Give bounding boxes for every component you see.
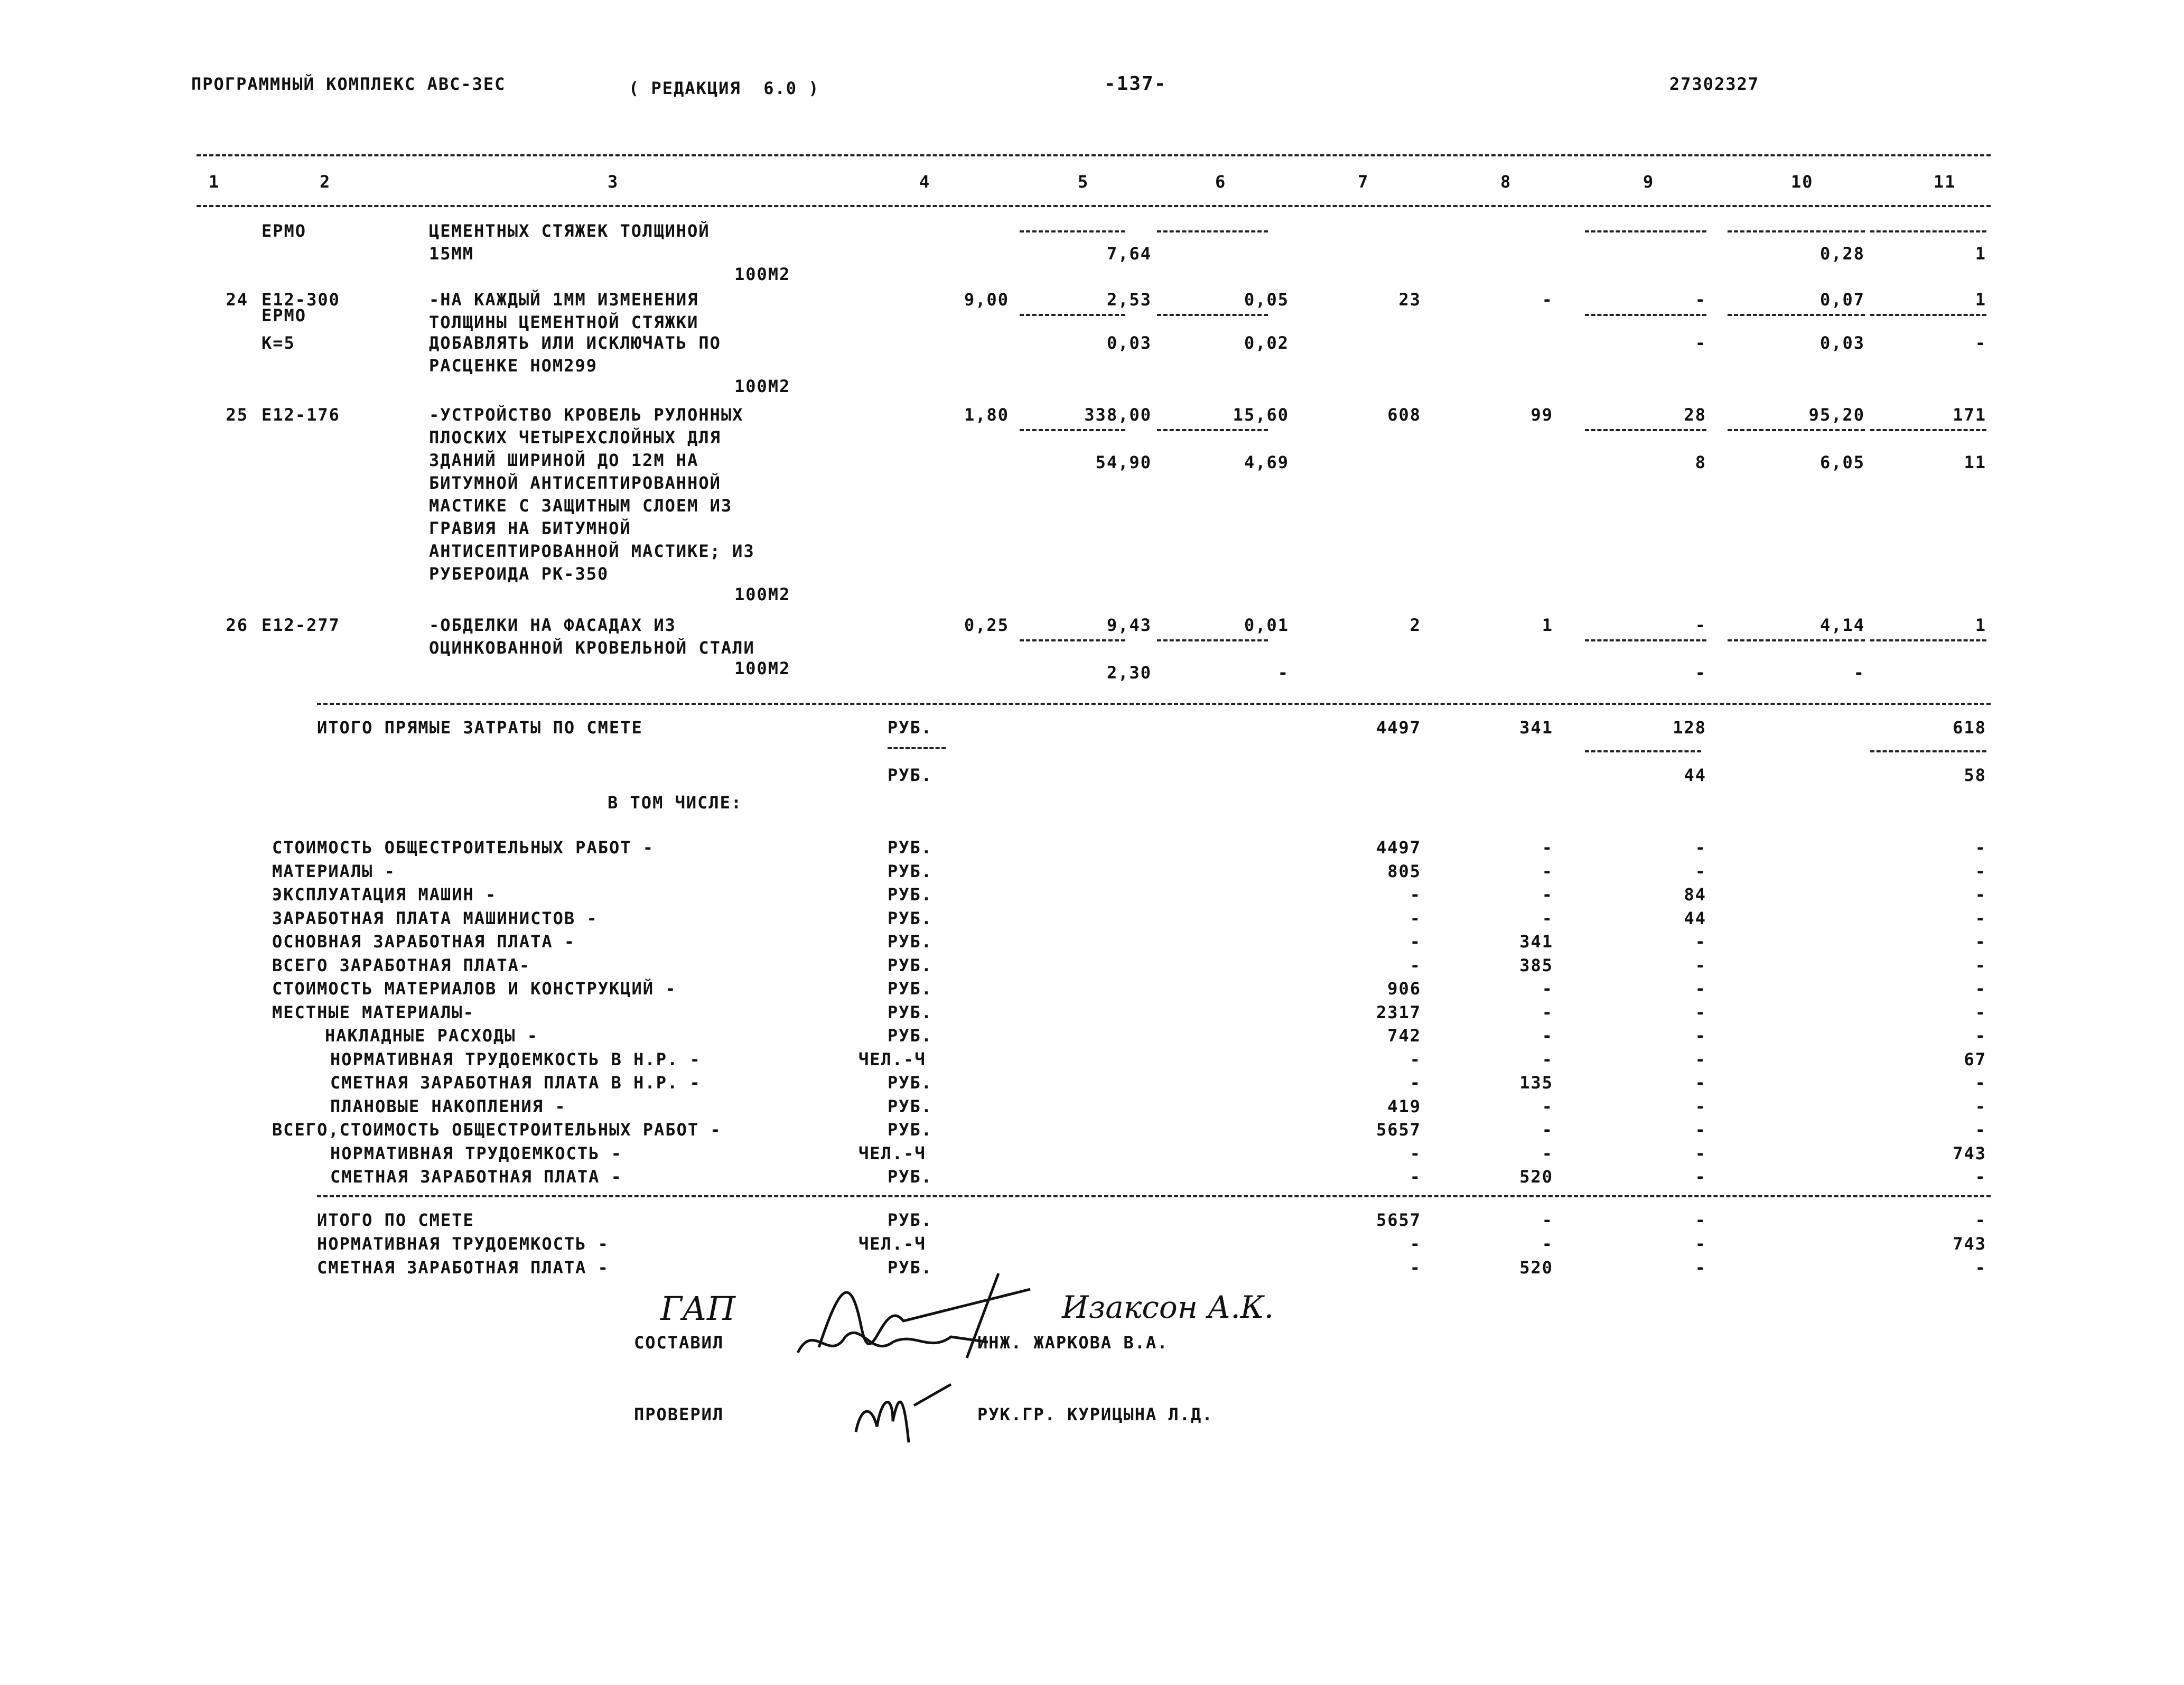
divider: [1585, 639, 1706, 641]
row-number: 26: [226, 615, 248, 635]
row-description: ПЛОСКИХ ЧЕТЫРЕХСЛОЙНЫХ ДЛЯ: [429, 427, 721, 448]
row-c6: 0,05: [1244, 290, 1289, 310]
breakdown-col11: -: [1975, 861, 1986, 881]
row-c4: 9,00: [964, 290, 1009, 310]
direct-costs-col8: 341: [1519, 718, 1553, 738]
divider: [1728, 429, 1865, 431]
row-description: ЦЕМЕНТНЫХ СТЯЖЕК ТОЛЩИНОЙ: [429, 221, 710, 241]
breakdown-label: НОРМАТИВНАЯ ТРУДОЕМКОСТЬ -: [330, 1143, 622, 1163]
row-c11-second: 11: [1964, 452, 1986, 472]
breakdown-label: ВСЕГО ЗАРАБОТНАЯ ПЛАТА-: [272, 955, 531, 975]
row-c6-second: -: [1277, 663, 1289, 683]
breakdown-col11: 743: [1953, 1143, 1986, 1163]
breakdown-unit: РУБ.: [888, 955, 933, 975]
column-header-8: 8: [1500, 172, 1512, 192]
divider: [1728, 314, 1865, 316]
breakdown-label: ЗАРАБОТНАЯ ПЛАТА МАШИНИСТОВ -: [272, 908, 598, 928]
breakdown-col9: -: [1695, 1002, 1706, 1022]
row-code: Е12-300: [262, 290, 340, 310]
row-number: 24: [226, 290, 248, 310]
divider: [1020, 429, 1125, 431]
row-c11: 1: [1975, 615, 1986, 635]
breakdown-col7: -: [1410, 955, 1421, 975]
breakdown-unit: РУБ.: [888, 1026, 933, 1046]
breakdown-col7: 419: [1387, 1096, 1421, 1116]
breakdown-unit: РУБ.: [888, 908, 933, 928]
divider: [1585, 314, 1706, 316]
breakdown-col8: 520: [1519, 1167, 1553, 1187]
final-col9: -: [1695, 1234, 1706, 1254]
breakdown-col9: -: [1695, 1143, 1706, 1163]
breakdown-col8: -: [1542, 885, 1553, 905]
divider: [1585, 230, 1706, 232]
divider: [1020, 314, 1125, 316]
breakdown-label: ЭКСПЛУАТАЦИЯ МАШИН -: [272, 885, 497, 905]
breakdown-col9: 44: [1684, 908, 1706, 928]
row-c11-second: -: [1975, 333, 1986, 353]
breakdown-unit: РУБ.: [888, 1120, 933, 1140]
direct-costs-col7: 4497: [1376, 718, 1421, 738]
breakdown-col9: -: [1695, 861, 1706, 881]
breakdown-label: СТОИМОСТЬ ОБЩЕСТРОИТЕЛЬНЫХ РАБОТ -: [272, 837, 655, 858]
final-unit: РУБ.: [888, 1258, 933, 1278]
gap-label: ГАП: [660, 1289, 736, 1328]
breakdown-col7: 2317: [1376, 1002, 1421, 1022]
divider: [1157, 314, 1268, 316]
breakdown-col8: 385: [1519, 955, 1553, 975]
final-col7: -: [1410, 1234, 1421, 1254]
row-c5: 9,43: [1106, 615, 1152, 635]
row-c6-second: 0,02: [1244, 333, 1289, 353]
breakdown-unit: РУБ.: [888, 861, 933, 881]
divider: [1728, 639, 1865, 641]
breakdown-col7: -: [1410, 885, 1421, 905]
divider: [1870, 429, 1986, 431]
breakdown-col8: -: [1542, 837, 1553, 858]
breakdown-col9: -: [1695, 837, 1706, 858]
divider: [1870, 230, 1986, 232]
row-unit: 100М2: [734, 658, 791, 678]
column-header-9: 9: [1643, 172, 1655, 192]
row-description: МАСТИКЕ С ЗАЩИТНЫМ СЛОЕМ ИЗ: [429, 496, 733, 516]
program-title: ПРОГРАММНЫЙ КОМПЛЕКС АВС-3ЕС: [191, 74, 506, 94]
final-label: СМЕТНАЯ ЗАРАБОТНАЯ ПЛАТА -: [317, 1258, 609, 1278]
row-code: К=5: [262, 333, 295, 353]
row-description: БИТУМНОЙ АНТИСЕПТИРОВАННОЙ: [429, 473, 721, 493]
breakdown-col9: -: [1695, 932, 1706, 952]
breakdown-label: ОСНОВНАЯ ЗАРАБОТНАЯ ПЛАТА -: [272, 932, 576, 952]
including-label: В ТОМ ЧИСЛЕ:: [608, 793, 743, 813]
checked-label: ПРОВЕРИЛ: [634, 1404, 724, 1425]
breakdown-unit: ЧЕЛ.-Ч: [858, 1049, 926, 1069]
breakdown-unit: РУБ.: [888, 885, 933, 905]
breakdown-col8: -: [1542, 1049, 1553, 1069]
breakdown-col7: -: [1410, 1143, 1421, 1163]
breakdown-unit: РУБ.: [888, 1002, 933, 1022]
final-col7: 5657: [1376, 1210, 1421, 1230]
final-rule: [317, 1195, 1991, 1197]
row-unit: 100М2: [734, 376, 791, 396]
row-number: 25: [226, 405, 248, 425]
row-description: АНТИСЕПТИРОВАННОЙ МАСТИКЕ; ИЗ: [429, 541, 755, 561]
row-c8: 1: [1542, 615, 1553, 635]
row-c9: -: [1695, 615, 1706, 635]
col9-underline: [1585, 750, 1701, 752]
breakdown-col8: 341: [1519, 932, 1553, 952]
column-header-6: 6: [1215, 172, 1227, 192]
breakdown-col8: -: [1542, 908, 1553, 928]
breakdown-unit: РУБ.: [888, 837, 933, 858]
divider: [1585, 429, 1706, 431]
breakdown-col8: -: [1542, 979, 1553, 999]
breakdown-col8: -: [1542, 1096, 1553, 1116]
breakdown-col11: -: [1975, 1002, 1986, 1022]
breakdown-col11: -: [1975, 1096, 1986, 1116]
row-c8: 99: [1530, 405, 1553, 425]
breakdown-col11: -: [1975, 1026, 1986, 1046]
breakdown-col8: -: [1542, 1026, 1553, 1046]
row-c5: 7,64: [1106, 244, 1152, 264]
divider: [1728, 230, 1865, 232]
breakdown-unit: РУБ.: [888, 1073, 933, 1093]
breakdown-label: ВСЕГО,СТОИМОСТЬ ОБЩЕСТРОИТЕЛЬНЫХ РАБОТ -: [272, 1120, 722, 1140]
breakdown-label: СМЕТНАЯ ЗАРАБОТНАЯ ПЛАТА -: [330, 1167, 622, 1187]
row-description: РАСЦЕНКЕ НОМ299: [429, 356, 598, 376]
divider: [1020, 230, 1125, 232]
final-col9: -: [1695, 1258, 1706, 1278]
row-c11: 1: [1975, 244, 1986, 264]
direct-costs-label: ИТОГО ПРЯМЫЕ ЗАТРАТЫ ПО СМЕТЕ: [317, 718, 643, 738]
breakdown-col11: -: [1975, 885, 1986, 905]
final-col11: 743: [1953, 1234, 1986, 1254]
breakdown-col11: -: [1975, 837, 1986, 858]
final-col9: -: [1695, 1210, 1706, 1230]
row-description: 15ММ: [429, 244, 474, 264]
row-description: ОЦИНКОВАННОЙ КРОВЕЛЬНОЙ СТАЛИ: [429, 638, 755, 658]
final-col11: -: [1975, 1210, 1986, 1230]
unit-underline: [888, 747, 946, 749]
breakdown-col11: -: [1975, 979, 1986, 999]
composed-label: СОСТАВИЛ: [634, 1333, 724, 1353]
breakdown-col9: -: [1695, 1120, 1706, 1140]
row-description: -УСТРОЙСТВО КРОВЕЛЬ РУЛОННЫХ: [429, 405, 744, 425]
row-unit: 100М2: [734, 584, 791, 604]
breakdown-col8: -: [1542, 1143, 1553, 1163]
divider: [1157, 639, 1268, 641]
breakdown-label: СМЕТНАЯ ЗАРАБОТНАЯ ПЛАТА В Н.Р. -: [330, 1073, 701, 1093]
row-c9: -: [1695, 290, 1706, 310]
direct-costs-col11: 618: [1953, 718, 1986, 738]
final-label: ИТОГО ПО СМЕТЕ: [317, 1210, 474, 1230]
final-col7: -: [1410, 1258, 1421, 1278]
edition-label: ( РЕДАКЦИЯ 6.0 ): [629, 78, 820, 98]
row-c10-second: -: [1853, 663, 1865, 683]
breakdown-label: МАТЕРИАЛЫ -: [272, 861, 396, 881]
row-c4: 1,80: [964, 405, 1009, 425]
divider: [1020, 639, 1125, 641]
row-description: ДОБАВЛЯТЬ ИЛИ ИСКЛЮЧАТЬ ПО: [429, 333, 721, 353]
direct-costs-unit: РУБ.: [888, 718, 933, 738]
breakdown-col9: -: [1695, 1167, 1706, 1187]
row-code: Е12-176: [262, 405, 340, 425]
row-code-sub: ЕРМО: [262, 305, 307, 325]
row-c9-second: 8: [1695, 452, 1706, 472]
row-c5-second: 54,90: [1095, 452, 1152, 472]
column-header-1: 1: [209, 172, 220, 192]
row-c5: 338,00: [1084, 405, 1152, 425]
checked-signature: [845, 1374, 967, 1448]
document-number: 27302327: [1669, 74, 1760, 94]
breakdown-col9: -: [1695, 1096, 1706, 1116]
divider: [1870, 314, 1986, 316]
direct-costs-col9-b: 44: [1684, 765, 1706, 785]
header-rule-top: [197, 154, 1991, 156]
divider: [1157, 230, 1268, 232]
row-c9: 28: [1684, 405, 1706, 425]
row-c5-second: 0,03: [1106, 333, 1152, 353]
row-c4: 0,25: [964, 615, 1009, 635]
row-c10: 4,14: [1819, 615, 1865, 635]
column-header-2: 2: [320, 172, 331, 192]
row-c5-second: 2,30: [1106, 663, 1152, 683]
direct-costs-col9: 128: [1673, 718, 1706, 738]
row-description: ТОЛЩИНЫ ЦЕМЕНТНОЙ СТЯЖКИ: [429, 312, 699, 332]
row-c10: 0,28: [1819, 244, 1865, 264]
composed-name: ИНЖ. ЖАРКОВА В.А.: [977, 1333, 1169, 1353]
breakdown-col9: -: [1695, 1049, 1706, 1069]
row-code: ЕРМО: [262, 221, 307, 241]
breakdown-label: ПЛАНОВЫЕ НАКОПЛЕНИЯ -: [330, 1096, 566, 1116]
row-c7: 23: [1398, 290, 1421, 310]
breakdown-col7: 5657: [1376, 1120, 1421, 1140]
breakdown-col7: -: [1410, 908, 1421, 928]
direct-costs-unit-2: РУБ.: [888, 765, 933, 785]
row-description: РУБЕРОИДА РК-350: [429, 564, 609, 584]
breakdown-col7: 906: [1387, 979, 1421, 999]
col11-underline: [1870, 750, 1986, 752]
breakdown-col8: -: [1542, 861, 1553, 881]
breakdown-col9: -: [1695, 1073, 1706, 1093]
row-c7: 2: [1410, 615, 1421, 635]
direct-costs-col11-b: 58: [1964, 765, 1986, 785]
page-number: -137-: [1104, 73, 1167, 95]
breakdown-col11: -: [1975, 932, 1986, 952]
row-c7: 608: [1387, 405, 1421, 425]
breakdown-col8: -: [1542, 1002, 1553, 1022]
final-col8: -: [1542, 1210, 1553, 1230]
breakdown-unit: РУБ.: [888, 1167, 933, 1187]
breakdown-col8: -: [1542, 1120, 1553, 1140]
final-col11: -: [1975, 1258, 1986, 1278]
breakdown-col9: -: [1695, 955, 1706, 975]
final-col8: 520: [1519, 1258, 1553, 1278]
row-description: -НА КАЖДЫЙ 1ММ ИЗМЕНЕНИЯ: [429, 290, 699, 310]
breakdown-col8: 135: [1519, 1073, 1553, 1093]
breakdown-col9: -: [1695, 1026, 1706, 1046]
breakdown-col7: -: [1410, 1049, 1421, 1069]
breakdown-col7: -: [1410, 1073, 1421, 1093]
breakdown-col7: 742: [1387, 1026, 1421, 1046]
row-c8: -: [1542, 290, 1553, 310]
breakdown-unit: ЧЕЛ.-Ч: [858, 1143, 926, 1163]
row-code: Е12-277: [262, 615, 340, 635]
column-header-7: 7: [1358, 172, 1369, 192]
row-description: -ОБДЕЛКИ НА ФАСАДАХ ИЗ: [429, 615, 676, 635]
row-c5: 2,53: [1106, 290, 1152, 310]
breakdown-col11: 67: [1964, 1049, 1986, 1069]
final-unit: РУБ.: [888, 1210, 933, 1230]
row-unit: 100М2: [734, 264, 791, 284]
breakdown-col7: 805: [1387, 861, 1421, 881]
column-header-10: 10: [1791, 172, 1814, 192]
breakdown-col7: -: [1410, 1167, 1421, 1187]
breakdown-col9: -: [1695, 979, 1706, 999]
breakdown-label: НОРМАТИВНАЯ ТРУДОЕМКОСТЬ В Н.Р. -: [330, 1049, 701, 1069]
breakdown-col9: 84: [1684, 885, 1706, 905]
row-c10: 95,20: [1808, 405, 1865, 425]
breakdown-col7: -: [1410, 932, 1421, 952]
breakdown-col11: -: [1975, 1167, 1986, 1187]
final-unit: ЧЕЛ.-Ч: [858, 1234, 926, 1254]
divider: [1157, 429, 1268, 431]
column-header-4: 4: [919, 172, 931, 192]
row-c11: 171: [1953, 405, 1986, 425]
column-header-11: 11: [1934, 172, 1956, 192]
breakdown-unit: РУБ.: [888, 979, 933, 999]
breakdown-col11: -: [1975, 955, 1986, 975]
gap-name: Изаксон А.К.: [1062, 1289, 1274, 1325]
breakdown-col11: -: [1975, 1120, 1986, 1140]
breakdown-label: МЕСТНЫЕ МАТЕРИАЛЫ-: [272, 1002, 474, 1022]
row-c9-second: -: [1695, 333, 1706, 353]
breakdown-col11: -: [1975, 908, 1986, 928]
breakdown-unit: РУБ.: [888, 1096, 933, 1116]
row-description: ЗДАНИЙ ШИРИНОЙ ДО 12М НА: [429, 450, 699, 470]
divider: [1870, 639, 1986, 641]
composed-signature: [792, 1310, 993, 1374]
final-col8: -: [1542, 1234, 1553, 1254]
row-c11: 1: [1975, 290, 1986, 310]
row-c10-second: 6,05: [1819, 452, 1865, 472]
breakdown-col11: -: [1975, 1073, 1986, 1093]
row-description: ГРАВИЯ НА БИТУМНОЙ: [429, 518, 631, 538]
row-c10-second: 0,03: [1819, 333, 1865, 353]
row-c6: 15,60: [1233, 405, 1289, 425]
final-label: НОРМАТИВНАЯ ТРУДОЕМКОСТЬ -: [317, 1234, 609, 1254]
breakdown-unit: РУБ.: [888, 932, 933, 952]
column-header-3: 3: [608, 172, 619, 192]
row-c6-second: 4,69: [1244, 452, 1289, 472]
column-header-5: 5: [1078, 172, 1089, 192]
breakdown-label: СТОИМОСТЬ МАТЕРИАЛОВ И КОНСТРУКЦИЙ -: [272, 979, 677, 999]
totals-rule: [317, 703, 1991, 705]
header-rule-bottom: [197, 205, 1991, 207]
row-c6: 0,01: [1244, 615, 1289, 635]
breakdown-label: НАКЛАДНЫЕ РАСХОДЫ -: [325, 1026, 539, 1046]
checked-name: РУК.ГР. КУРИЦЫНА Л.Д.: [977, 1404, 1214, 1425]
breakdown-col7: 4497: [1376, 837, 1421, 858]
row-c9-second: -: [1695, 663, 1706, 683]
row-c10: 0,07: [1819, 290, 1865, 310]
